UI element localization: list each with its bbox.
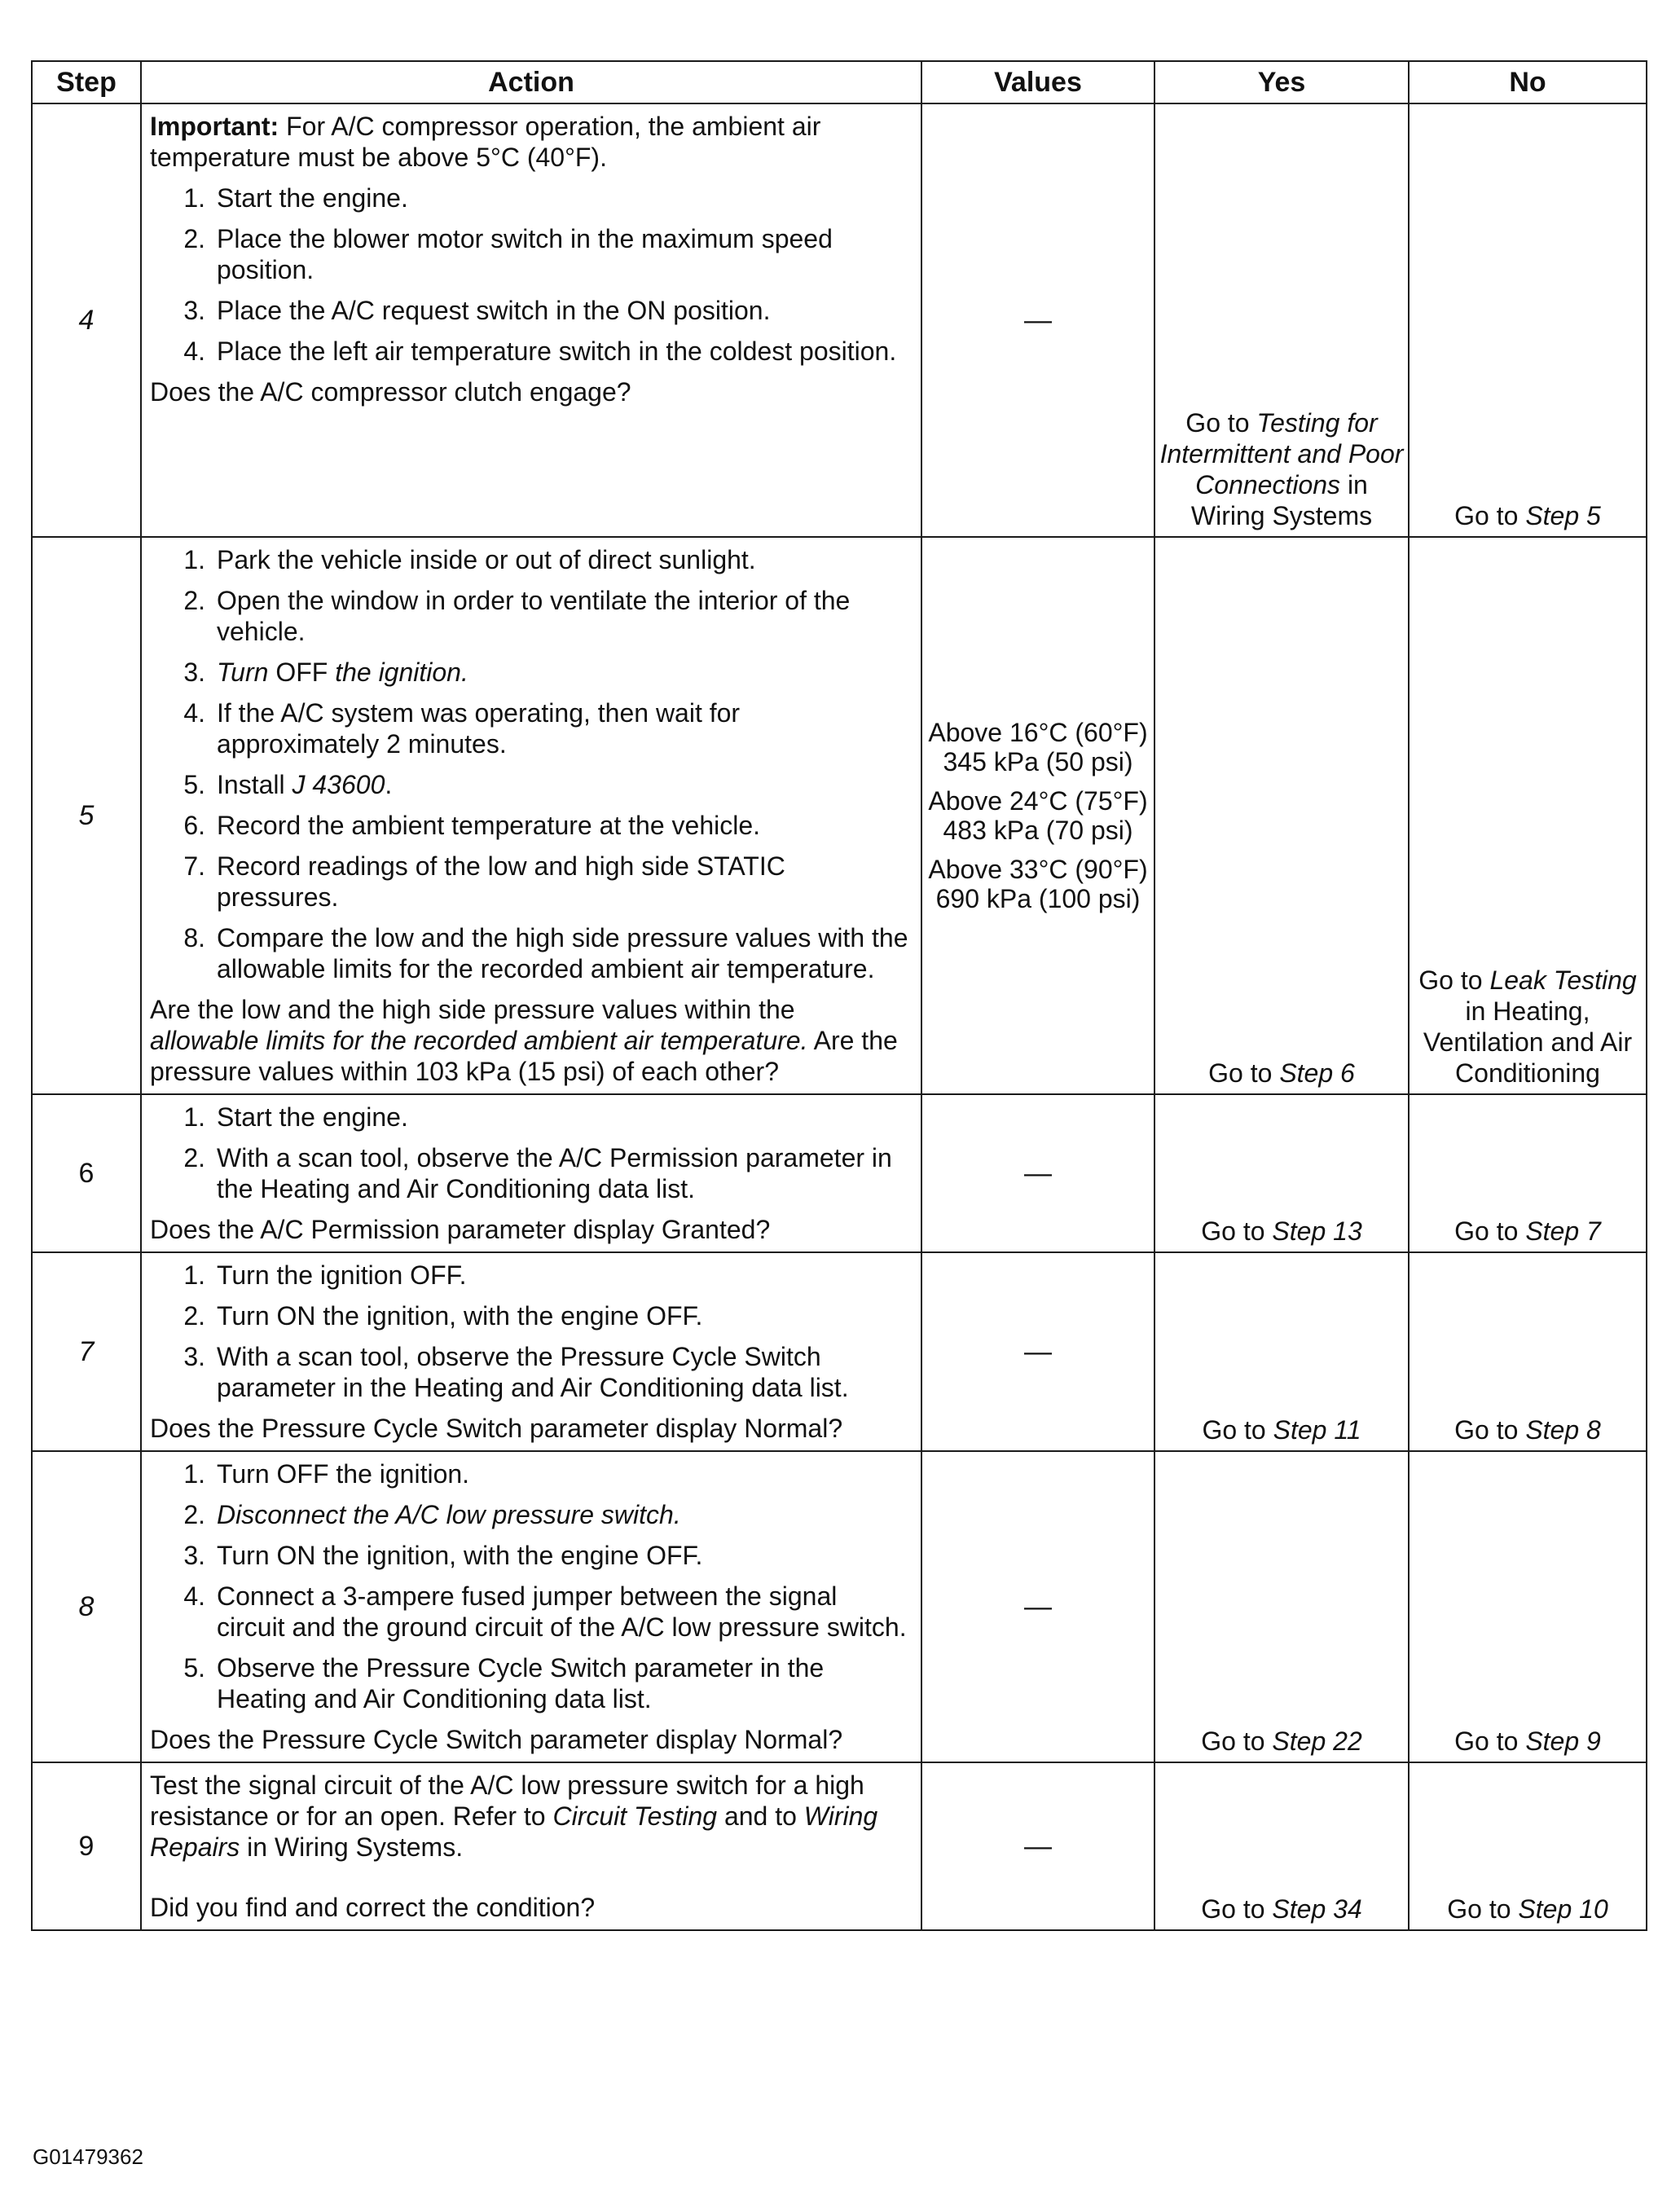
value-text: — (1024, 305, 1052, 336)
table-row (32, 103, 1647, 537)
action-text: If the A/C system was operating, then wait for approximately 2 minutes. (217, 698, 741, 759)
step-index: 1. (183, 1459, 205, 1489)
header-yes: Yes (1154, 61, 1409, 103)
action-text: Does the A/C Permission parameter display Granted? (150, 1215, 771, 1244)
no-text: Leak Testing (1489, 966, 1637, 995)
step-text (217, 657, 909, 688)
no-text: Step 5 (1525, 501, 1601, 530)
step-index: 5. (183, 770, 205, 799)
yes-text: Go to (1201, 1216, 1273, 1246)
action-text: Does the Pressure Cycle Switch parameter display Normal? (150, 1725, 843, 1754)
action-text: With a scan tool, observe the Pressure Cycle Switch parameter in the Heating and Air Conditioning data list. (217, 1342, 849, 1402)
step-text (217, 1300, 909, 1331)
step-text (217, 223, 909, 285)
step-number: 5 (32, 537, 141, 1094)
step-text (217, 585, 909, 647)
action-step (150, 1581, 909, 1643)
action-text: J 43600 (292, 770, 385, 799)
action-step (150, 769, 909, 800)
step-text (217, 1652, 909, 1714)
action-text: Connect a 3-ampere fused jumper between the signal circuit and the ground circuit of the A/C low pressure switch. (217, 1581, 907, 1642)
action-steps (150, 183, 909, 367)
step-text (217, 922, 909, 984)
step-text (217, 851, 909, 913)
values-cell (921, 103, 1154, 537)
table-row (32, 1252, 1647, 1451)
action-cell (141, 103, 921, 537)
value-block (922, 306, 1154, 335)
action-text: Place the left air temperature switch in the coldest position. (217, 337, 897, 366)
action-step (150, 1341, 909, 1403)
header-values: Values (921, 61, 1154, 103)
action-question (150, 1214, 909, 1245)
action-intro (150, 1770, 909, 1863)
step-text (217, 1581, 909, 1643)
value-text: — (1024, 1336, 1052, 1367)
action-step (150, 851, 909, 913)
action-text: Record readings of the low and high side STATIC pressures. (217, 851, 785, 912)
step-index: 2. (183, 224, 205, 253)
action-steps (150, 544, 909, 984)
table-row (32, 1094, 1647, 1252)
no-text: Go to (1454, 1216, 1526, 1246)
action-steps (150, 1260, 909, 1403)
table-row (32, 1451, 1647, 1762)
action-step (150, 922, 909, 984)
step-text (217, 1102, 909, 1133)
action-text: Does the A/C compressor clutch engage? (150, 377, 631, 407)
action-step (150, 1652, 909, 1714)
step-number: 8 (32, 1451, 141, 1762)
action-step (150, 223, 909, 285)
step-text (217, 697, 909, 759)
no-cell (1409, 1451, 1647, 1762)
action-cell (141, 1762, 921, 1930)
step-index: 3. (183, 1541, 205, 1570)
action-text: Important: (150, 112, 279, 141)
action-question (150, 994, 909, 1087)
action-text: Install (217, 770, 292, 799)
action-text: . (385, 770, 393, 799)
step-text (217, 544, 909, 575)
values-cell (921, 1762, 1154, 1930)
action-question (150, 376, 909, 407)
value-text: Above 16°C (60°F) (928, 718, 1148, 747)
values-cell (921, 1451, 1154, 1762)
step-index: 8. (183, 923, 205, 952)
action-question (150, 1413, 909, 1444)
step-text (217, 1341, 909, 1403)
yes-cell (1154, 103, 1409, 537)
action-text: Are the pressure values within 103 kPa (15 psi) of each other? (150, 1026, 898, 1086)
value-text: 345 kPa (50 psi) (943, 747, 1133, 776)
action-step (150, 544, 909, 575)
action-step (150, 657, 909, 688)
step-index: 2. (183, 1143, 205, 1172)
yes-cell (1154, 537, 1409, 1094)
action-text: Compare the low and the high side pressure values with the allowable limits for the recorded ambient air temperature. (217, 923, 908, 983)
yes-cell (1154, 1762, 1409, 1930)
action-text: Place the A/C request switch in the ON position. (217, 296, 771, 325)
no-text: Step 8 (1525, 1415, 1601, 1445)
step-index: 1. (183, 1102, 205, 1132)
step-index: 3. (183, 296, 205, 325)
yes-text: Step 6 (1279, 1058, 1355, 1088)
action-text: Circuit Testing (552, 1801, 718, 1831)
action-step (150, 1102, 909, 1133)
yes-text: Step 11 (1273, 1415, 1361, 1445)
step-text (217, 810, 909, 841)
yes-text: Testing for Intermittent and Poor Connections (1159, 408, 1404, 499)
yes-text: in Wiring Systems (1190, 470, 1373, 530)
no-cell (1409, 103, 1647, 537)
step-index: 2. (183, 1500, 205, 1529)
no-cell (1409, 1762, 1647, 1930)
action-cell (141, 1451, 921, 1762)
step-number: 4 (32, 103, 141, 537)
no-text: Go to (1454, 1415, 1526, 1445)
no-cell (1409, 537, 1647, 1094)
action-step (150, 697, 909, 759)
step-text (217, 1260, 909, 1291)
step-index: 5. (183, 1653, 205, 1683)
step-text (217, 1142, 909, 1204)
step-index: 1. (183, 1260, 205, 1290)
value-block (922, 855, 1154, 913)
step-text (217, 295, 909, 326)
action-text: Turn ON the ignition, with the engine OFF. (217, 1301, 703, 1331)
action-text: Record the ambient temperature at the vehicle. (217, 811, 761, 840)
action-steps (150, 1102, 909, 1204)
yes-text: Step 34 (1272, 1894, 1362, 1924)
action-step (150, 810, 909, 841)
action-question (150, 1892, 909, 1923)
action-text: OFF (268, 658, 336, 687)
value-text: — (1024, 1591, 1052, 1622)
action-text: Test the signal circuit of the A/C low pressure switch for a high resistance or for an open. Refer to (150, 1771, 864, 1831)
yes-text: Go to (1185, 408, 1257, 438)
diagnostic-table (31, 60, 1647, 1931)
values-cell (921, 1252, 1154, 1451)
step-text (217, 1540, 909, 1571)
no-cell (1409, 1094, 1647, 1252)
value-text: Above 33°C (90°F) (928, 855, 1148, 884)
yes-cell (1154, 1094, 1409, 1252)
step-index: 3. (183, 658, 205, 687)
header-row (32, 61, 1647, 103)
action-text: Are the low and the high side pressure values within the (150, 995, 795, 1024)
value-text: 690 kPa (100 psi) (935, 884, 1141, 913)
action-question (150, 1724, 909, 1755)
action-text: Turn ON the ignition, with the engine OFF. (217, 1541, 703, 1570)
value-block (922, 1592, 1154, 1621)
step-index: 4. (183, 337, 205, 366)
action-text: Disconnect the A/C low pressure switch. (217, 1500, 681, 1529)
step-text (217, 1458, 909, 1489)
yes-cell (1154, 1252, 1409, 1451)
values-cell (921, 537, 1154, 1094)
table-body (32, 103, 1647, 1930)
no-text: Go to (1418, 966, 1490, 995)
no-text: in Heating, Ventilation and Air Conditioning (1423, 996, 1633, 1088)
value-text: 483 kPa (70 psi) (943, 816, 1133, 845)
action-text: Wiring Repairs (150, 1801, 878, 1862)
no-text: Go to (1454, 501, 1526, 530)
yes-text: Go to (1201, 1727, 1273, 1756)
action-text: With a scan tool, observe the A/C Permission parameter in the Heating and Air Conditioning data list. (217, 1143, 892, 1203)
value-block (922, 1832, 1154, 1861)
action-text: Park the vehicle inside or out of direct sunlight. (217, 545, 756, 574)
step-index: 4. (183, 698, 205, 728)
value-text: — (1024, 1831, 1052, 1862)
step-number: 6 (32, 1094, 141, 1252)
action-text: Open the window in order to ventilate the interior of the vehicle. (217, 586, 851, 646)
yes-text: Go to (1201, 1894, 1273, 1924)
action-text: in Wiring Systems. (240, 1832, 464, 1862)
action-text: Place the blower motor switch in the maximum speed position. (217, 224, 833, 284)
action-text: the ignition. (335, 658, 468, 687)
action-text: allowable limits for the recorded ambient air temperature. (150, 1026, 808, 1055)
value-block (922, 718, 1154, 776)
step-index: 2. (183, 1301, 205, 1331)
action-step (150, 1499, 909, 1530)
step-index: 3. (183, 1342, 205, 1371)
table-row (32, 1762, 1647, 1930)
action-text: Start the engine. (217, 183, 408, 213)
action-cell (141, 1094, 921, 1252)
action-intro (150, 111, 909, 173)
header-no: No (1409, 61, 1647, 103)
action-cell (141, 537, 921, 1094)
action-step (150, 1540, 909, 1571)
action-step (150, 1142, 909, 1204)
action-step (150, 1300, 909, 1331)
step-number: 7 (32, 1252, 141, 1451)
step-index: 7. (183, 851, 205, 881)
action-step (150, 295, 909, 326)
step-text (217, 183, 909, 213)
step-index: 1. (183, 545, 205, 574)
step-number: 9 (32, 1762, 141, 1930)
no-text: Step 9 (1525, 1727, 1601, 1756)
action-step (150, 1260, 909, 1291)
action-text: Observe the Pressure Cycle Switch parameter in the Heating and Air Conditioning data list. (217, 1653, 825, 1713)
yes-text: Go to (1208, 1058, 1280, 1088)
action-text: For A/C compressor operation, the ambient air temperature must be above 5°C (40°F). (150, 112, 821, 172)
action-text: and to (717, 1801, 804, 1831)
no-text: Step 10 (1518, 1894, 1608, 1924)
yes-cell (1154, 1451, 1409, 1762)
action-steps (150, 1458, 909, 1714)
values-cell (921, 1094, 1154, 1252)
header-action: Action (141, 61, 921, 103)
step-text (217, 769, 909, 800)
no-text: Go to (1447, 1894, 1519, 1924)
table-row (32, 537, 1647, 1094)
header-step: Step (32, 61, 141, 103)
action-text: Turn (217, 658, 269, 687)
action-text: Start the engine. (217, 1102, 408, 1132)
value-text: Above 24°C (75°F) (928, 786, 1148, 816)
yes-text: Step 22 (1272, 1727, 1362, 1756)
step-index: 1. (183, 183, 205, 213)
action-step (150, 183, 909, 213)
action-text: Turn OFF the ignition. (217, 1459, 470, 1489)
no-cell (1409, 1252, 1647, 1451)
no-text: Step 7 (1525, 1216, 1601, 1246)
action-cell (141, 1252, 921, 1451)
action-text: Turn the ignition OFF. (217, 1260, 467, 1290)
yes-text: Step 13 (1272, 1216, 1362, 1246)
figure-id: G01479362 (33, 2144, 143, 2169)
action-step (150, 336, 909, 367)
step-index: 6. (183, 811, 205, 840)
action-step (150, 585, 909, 647)
step-index: 2. (183, 586, 205, 615)
value-block (922, 1159, 1154, 1188)
yes-text: Go to (1202, 1415, 1273, 1445)
action-text: Does the Pressure Cycle Switch parameter display Normal? (150, 1414, 843, 1443)
action-step (150, 1458, 909, 1489)
step-index: 4. (183, 1581, 205, 1611)
no-text: Go to (1454, 1727, 1526, 1756)
action-text: Did you find and correct the condition? (150, 1893, 596, 1922)
step-text (217, 336, 909, 367)
step-text (217, 1499, 909, 1530)
value-block (922, 1337, 1154, 1366)
value-text: — (1024, 1158, 1052, 1189)
value-block (922, 786, 1154, 845)
